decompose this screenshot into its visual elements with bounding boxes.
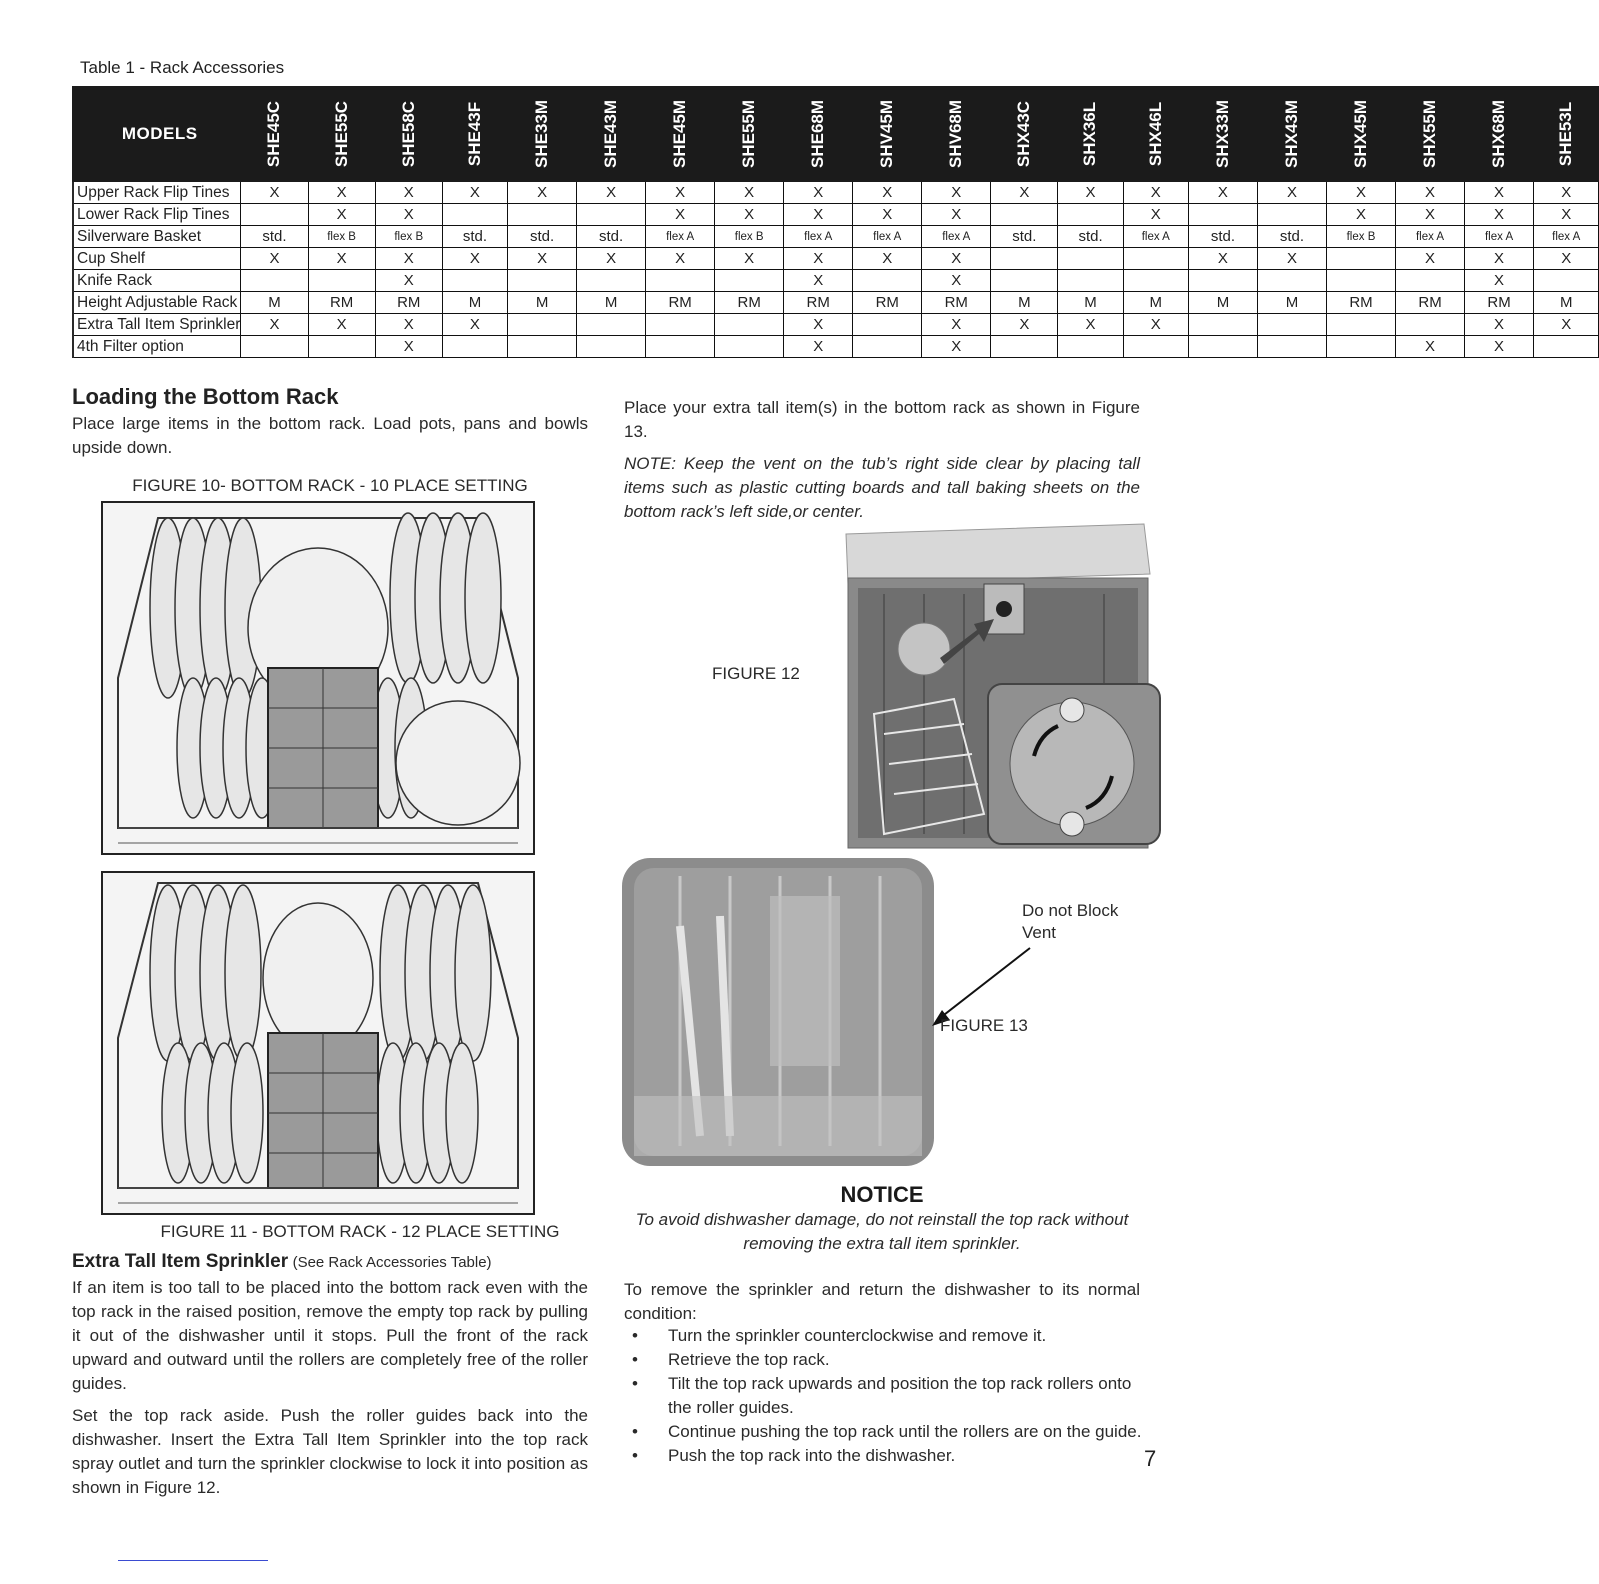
table-cell: RM [375,292,442,314]
model-header-cell [241,87,308,182]
table-cell: X [375,336,442,358]
racks-label-cell [73,182,74,358]
table-cell: std. [241,226,308,248]
table-row [73,204,1599,226]
table-cell: X [508,248,577,270]
sprinkler-note: (See Rack Accessories Table) [292,1254,492,1271]
table-cell: flex A [1123,226,1188,248]
model-header-cell [1123,87,1188,182]
table-cell: X [577,248,646,270]
table-cell [308,336,375,358]
table-cell [715,270,784,292]
figure-13-image [620,856,936,1168]
table-cell [991,336,1058,358]
table-cell [646,314,715,336]
vent-note: NOTE: Keep the vent on the tub’s right side clear by placing tall items such as plastic cutting boards and tall baking sheets on the bottom rack’s left side,or center. [624,454,1140,521]
table-cell: X [1058,182,1123,204]
table-cell [1257,204,1326,226]
table-cell [1326,270,1395,292]
table-cell: RM [853,292,922,314]
sprinkler-heading: Extra Tall Item Sprinkler [72,1251,289,1272]
table-cell: std. [442,226,507,248]
table-row [73,292,1599,314]
intro-paragraph: Place large items in the bottom rack. Load pots, pans and bowls upside down. [72,414,588,457]
table-cell: std. [1058,226,1123,248]
model-header-cell [1396,87,1465,182]
table-cell: std. [508,226,577,248]
model-header-cell [375,87,442,182]
model-header-cell [1058,87,1123,182]
model-name: SHX43M [1281,99,1301,169]
remove-intro: To remove the sprinkler and return the dishwasher to its normal condition: [624,1280,1140,1323]
table-cell: RM [308,292,375,314]
table-cell: flex A [1396,226,1465,248]
table-cell: std. [1257,226,1326,248]
table-cell: X [1534,182,1599,204]
table-cell: X [1257,248,1326,270]
model-name: SHE58C [398,100,418,168]
table-cell [1396,270,1465,292]
table-cell: flex B [308,226,375,248]
row-label: Cup Shelf [74,248,241,270]
table-cell [1058,336,1123,358]
table-cell [577,314,646,336]
table-cell [508,314,577,336]
table-cell [442,204,507,226]
table-cell [241,336,308,358]
table-cell: RM [784,292,853,314]
table-cell: X [308,182,375,204]
model-name: SHX33M [1212,99,1232,169]
table-cell [508,204,577,226]
table-cell [853,336,922,358]
table-cell [577,270,646,292]
table-cell: X [375,270,442,292]
right-paragraph-1: Place your extra tall item(s) in the bottom rack as shown in Figure 13. [624,398,1140,441]
model-name: SHE53L [1556,101,1576,167]
table-cell [853,314,922,336]
model-name: SHE55C [331,100,351,168]
table-cell [1123,336,1188,358]
table-cell [1326,248,1395,270]
table-cell [1123,270,1188,292]
model-name: SHX43C [1014,100,1034,168]
model-name: SHX46L [1145,101,1165,167]
table-cell: X [375,314,442,336]
model-header-cell [1188,87,1257,182]
table-caption: Table 1 - Rack Accessories [80,58,285,77]
table-cell [308,270,375,292]
table-cell: flex A [1465,226,1534,248]
row-label: Extra Tall Item Sprinkler [74,314,241,336]
model-header-cell [1534,87,1599,182]
table-cell [715,314,784,336]
table-cell: X [1257,182,1326,204]
table-cell: RM [1465,292,1534,314]
table-cell: X [1465,270,1534,292]
table-cell: X [922,248,991,270]
table-cell [715,336,784,358]
table-cell [1188,314,1257,336]
table-cell [442,336,507,358]
table-cell: X [1396,336,1465,358]
table-cell: M [508,292,577,314]
sprinkler-paragraph-1: If an item is too tall to be placed into the bottom rack even with the top rack in the raised position, remove the empty top rack by pulling it out of the dishwasher until it stops. Pull the front of the rack upward and outward until the rollers are completely free of the roller guides. [72,1278,588,1393]
table-cell: M [1123,292,1188,314]
row-label: Knife Rack [74,270,241,292]
model-name: SHE43F [464,101,484,167]
models-header: MODELS [73,87,241,182]
figure-12-label: FIGURE 12 [712,664,800,683]
table-cell: RM [1396,292,1465,314]
table-cell: X [442,248,507,270]
section-heading: Loading the Bottom Rack [72,384,339,409]
table-cell: X [784,314,853,336]
model-header-cell [853,87,922,182]
model-name: SHE45M [670,99,690,169]
table-cell: flex B [1326,226,1395,248]
table-cell: M [241,292,308,314]
table-cell: X [1396,248,1465,270]
table-cell [646,336,715,358]
table-cell: X [1058,314,1123,336]
table-cell: X [1123,204,1188,226]
table-cell: X [1534,248,1599,270]
table-cell: X [715,204,784,226]
model-name: SHE45C [264,100,284,168]
list-item: • Tilt the top rack upwards and position the top rack rollers onto the roller guides. [624,1372,1149,1420]
table-cell: X [1465,248,1534,270]
model-header-cell [784,87,853,182]
model-name: SHX68M [1489,99,1509,169]
table-cell: X [1465,204,1534,226]
model-header-cell [442,87,507,182]
table-row [73,270,1599,292]
rack-accessories-table [72,86,1599,358]
table-cell: X [577,182,646,204]
table-cell: X [853,204,922,226]
table-cell: flex A [853,226,922,248]
do-not-block-vent-label: Do not Block Vent [1022,901,1119,942]
table-cell: X [241,248,308,270]
table-cell [1188,336,1257,358]
table-cell: X [922,314,991,336]
notice-title: NOTICE [840,1182,924,1207]
table-cell: X [1123,314,1188,336]
table-cell: X [991,182,1058,204]
table-cell: X [508,182,577,204]
table-cell: X [646,248,715,270]
row-label: Height Adjustable Rack [74,292,241,314]
table-cell: std. [1188,226,1257,248]
table-cell: X [1188,182,1257,204]
table-cell: M [991,292,1058,314]
figure-11-image [98,868,538,1218]
model-name: SHX45M [1351,99,1370,169]
table-row [73,226,1599,248]
table-cell [991,204,1058,226]
model-name: SHE43M [601,99,621,169]
figure-10-caption: FIGURE 10- BOTTOM RACK - 10 PLACE SETTING [132,476,528,495]
table-cell: X [646,182,715,204]
table-cell [1257,270,1326,292]
table-cell: M [1188,292,1257,314]
table-cell: X [922,270,991,292]
table-cell: X [1123,182,1188,204]
row-label: Upper Rack Flip Tines [74,182,241,204]
table-cell: X [375,182,442,204]
table-cell: X [1465,314,1534,336]
model-header-cell [646,87,715,182]
table-cell [991,248,1058,270]
table-cell [853,270,922,292]
list-item: • Turn the sprinkler counterclockwise and remove it. [624,1324,1149,1348]
table-cell: X [715,248,784,270]
model-name: SHE55M [739,99,759,169]
table-cell [577,204,646,226]
table-row [73,314,1599,336]
table-cell: X [784,270,853,292]
table-cell [1257,336,1326,358]
table-cell: flex A [1534,226,1599,248]
table-cell [508,270,577,292]
table-cell: X [1326,182,1395,204]
table-cell [1326,314,1395,336]
figure-11-caption: FIGURE 11 - BOTTOM RACK - 12 PLACE SETTING [160,1222,560,1241]
table-cell: X [922,204,991,226]
table-cell: X [1534,314,1599,336]
table-cell [577,336,646,358]
table-cell: X [375,204,442,226]
model-header-cell [991,87,1058,182]
table-cell [442,270,507,292]
row-label: Lower Rack Flip Tines [74,204,241,226]
table-cell: X [853,248,922,270]
table-cell: X [308,314,375,336]
table-cell [991,270,1058,292]
table-cell: X [442,314,507,336]
table-cell [1058,248,1123,270]
model-header-cell [1465,87,1534,182]
model-header-cell [922,87,991,182]
table-cell [1058,270,1123,292]
table-cell [508,336,577,358]
table-cell [1188,204,1257,226]
sprinkler-paragraph-2: Set the top rack aside. Push the roller guides back into the dishwasher. Insert the Extra Tall Item Sprinkler into the top rack spray outlet and turn the sprinkler clockwise to lock it into position as shown in Figure 12. [72,1406,588,1497]
table-cell: X [784,248,853,270]
table-cell: X [241,314,308,336]
table-cell: flex A [646,226,715,248]
model-name: SHE33M [532,99,552,169]
table-cell: X [715,182,784,204]
footer-link-line [118,1560,268,1561]
table-cell: RM [715,292,784,314]
list-item: • Retrieve the top rack. [624,1348,1149,1372]
table-cell: flex A [922,226,991,248]
table-cell: flex B [715,226,784,248]
table-cell: M [1257,292,1326,314]
table-cell: X [1534,204,1599,226]
table-cell: M [577,292,646,314]
table-cell [1534,336,1599,358]
table-cell: RM [922,292,991,314]
row-label: Silverware Basket [74,226,241,248]
table-cell: X [922,336,991,358]
table-cell: X [784,204,853,226]
table-cell: X [1326,204,1395,226]
table-cell: X [784,182,853,204]
table-cell: M [1058,292,1123,314]
table-cell: X [922,182,991,204]
notice-text: To avoid dishwasher damage, do not reinstall the top rack without removing the extra tall item sprinkler. [635,1210,1129,1253]
table-cell: X [1188,248,1257,270]
table-cell [1123,248,1188,270]
table-cell [1188,270,1257,292]
model-name: SHE68M [808,99,828,169]
model-header-cell [577,87,646,182]
table-cell: X [308,248,375,270]
figure-13-label: FIGURE 13 [940,1016,1028,1035]
row-label: 4th Filter option [74,336,241,358]
list-item: • Push the top rack into the dishwasher. [624,1444,1149,1468]
table-cell [1396,314,1465,336]
model-header-cell [508,87,577,182]
table-cell: X [1465,182,1534,204]
table-cell [1326,336,1395,358]
sprinkler-heading-line [72,1250,588,1275]
table-cell: std. [577,226,646,248]
model-header-cell [715,87,784,182]
table-cell: flex B [375,226,442,248]
table-cell: X [1396,204,1465,226]
table-cell: X [442,182,507,204]
table-cell: X [784,336,853,358]
remove-steps-list [624,1324,1149,1468]
table-row [73,248,1599,270]
table-cell: X [241,182,308,204]
table-row [73,336,1599,358]
table-cell: X [1465,336,1534,358]
table-cell: X [853,182,922,204]
table-cell: X [1396,182,1465,204]
table-cell [241,204,308,226]
table-cell: RM [1326,292,1395,314]
table-cell [1257,314,1326,336]
table-cell: X [308,204,375,226]
table-cell: X [375,248,442,270]
table-cell: RM [646,292,715,314]
table-cell [241,270,308,292]
list-item: • Continue pushing the top rack until the rollers are on the guide. [624,1420,1149,1444]
figure-10-image [98,498,538,858]
model-name: SHX55M [1420,99,1440,169]
racks-label [73,240,74,299]
table-cell [1534,270,1599,292]
model-header-cell [1326,87,1395,182]
model-header-cell [308,87,375,182]
model-name: SHX36L [1080,101,1100,167]
table-cell [646,270,715,292]
model-header-cell [1257,87,1326,182]
table-cell: flex A [784,226,853,248]
table-cell: M [1534,292,1599,314]
page-number: 7 [1144,1446,1157,1471]
table-cell: std. [991,226,1058,248]
table-cell: M [442,292,507,314]
model-name: SHV68M [946,99,966,169]
model-name: SHV45M [877,99,897,169]
table-cell: X [646,204,715,226]
table-row [73,182,1599,204]
table-cell [1058,204,1123,226]
figure-12-image [844,524,1160,854]
table-cell: X [991,314,1058,336]
